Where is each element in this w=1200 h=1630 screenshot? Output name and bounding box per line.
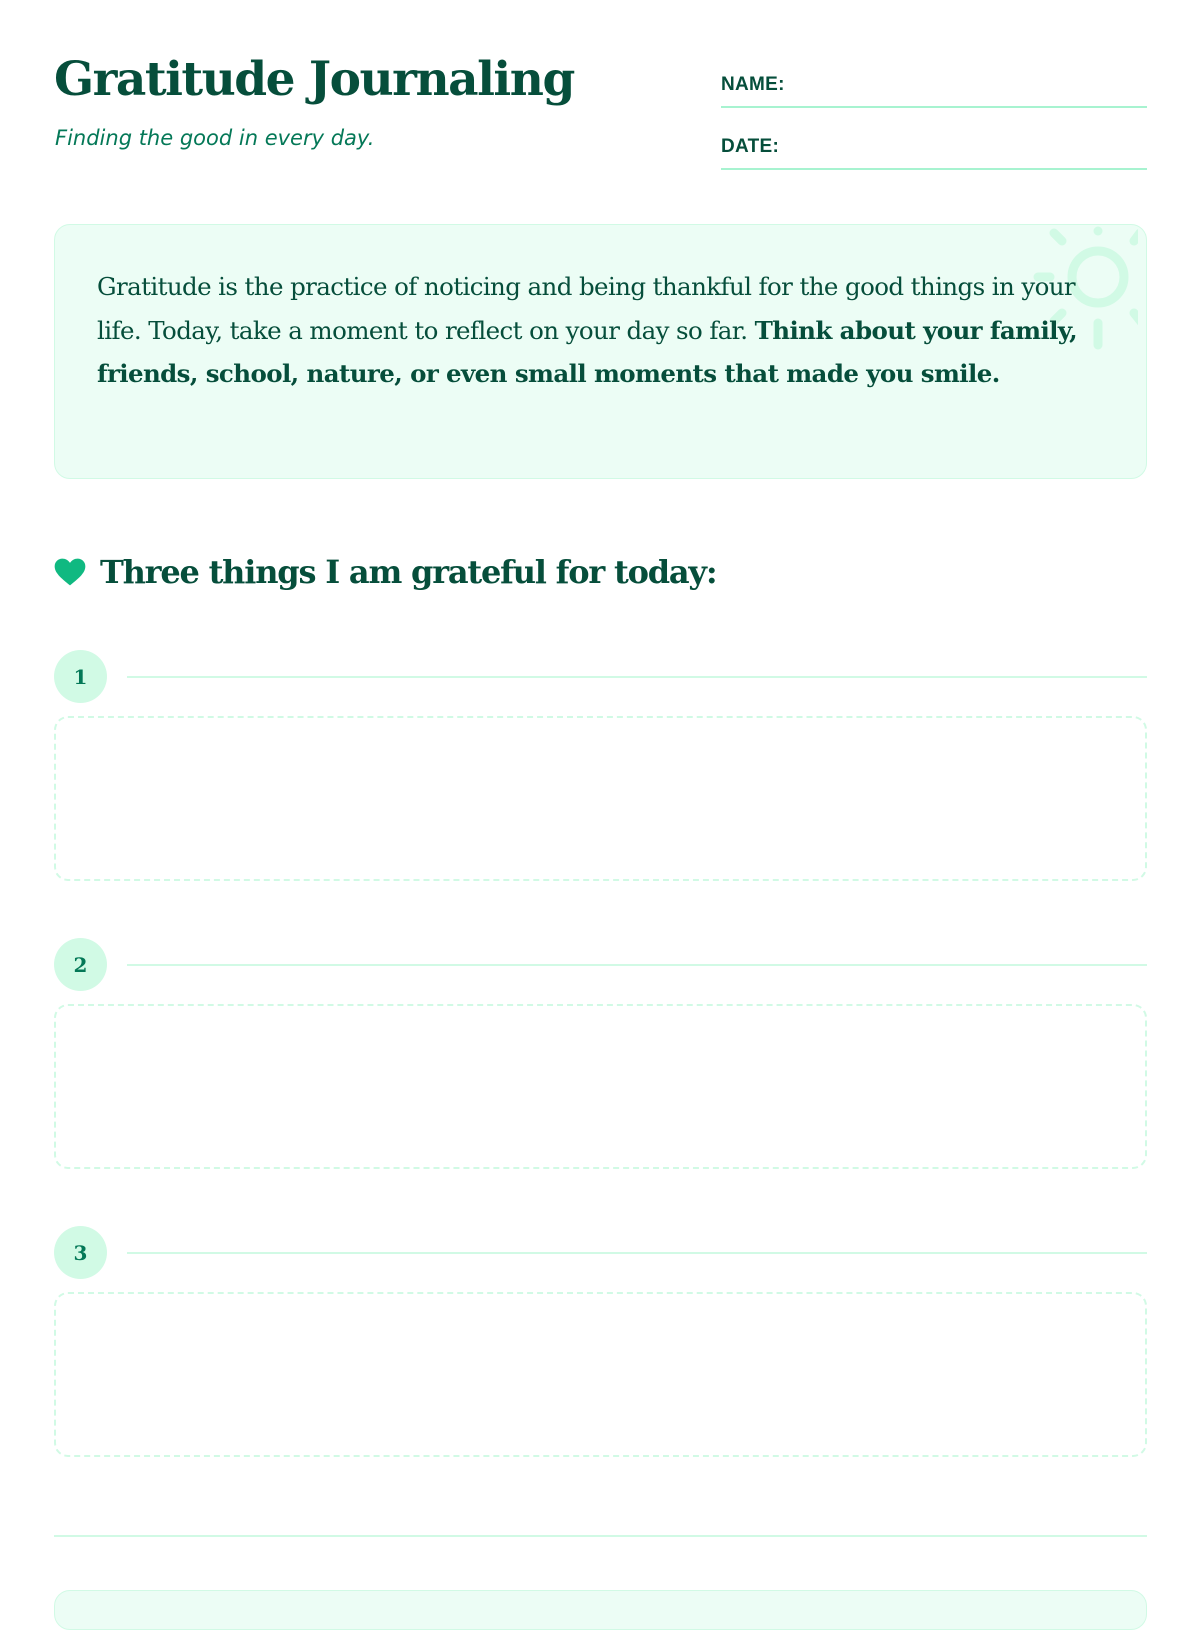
name-input[interactable] [801,70,1147,102]
intro-box [54,224,1147,479]
entry-2-textbox[interactable] [54,1004,1147,1169]
intro-text-emphasis: Think about your family, friends, school, nature, or even small moments that made you smile. [97,315,1078,388]
name-label: NAME: [721,74,785,95]
entry-divider [127,676,1147,678]
entry-divider [127,964,1147,966]
date-label: DATE: [721,136,780,157]
gratitude-entry-2 [54,938,1147,1173]
entry-number-badge: 3 [54,1226,107,1279]
gratitude-entry-1 [54,650,1147,885]
intro-text-regular: Gratitude is the practice of noticing and being thankful for the good things in your life. Today, take a moment to reflect on your day so far. [97,272,1076,345]
gratitude-entry-3 [54,1226,1147,1461]
entry-number-badge: 1 [54,650,107,703]
entry-3-textbox[interactable] [54,1292,1147,1457]
next-section-box [54,1590,1147,1630]
date-field [721,128,1147,170]
page-subtitle: Finding the good in every day. [55,126,375,150]
date-input[interactable] [801,132,1147,164]
section-title: Three things I am grateful for today: [100,553,717,591]
section-divider [54,1535,1147,1537]
entry-1-textbox[interactable] [54,716,1147,881]
page-title: Gratitude Journaling [54,52,574,107]
intro-text [97,265,1102,396]
heart-icon [54,558,86,586]
entry-number-badge: 2 [54,938,107,991]
entry-divider [127,1252,1147,1254]
name-field [721,66,1147,108]
